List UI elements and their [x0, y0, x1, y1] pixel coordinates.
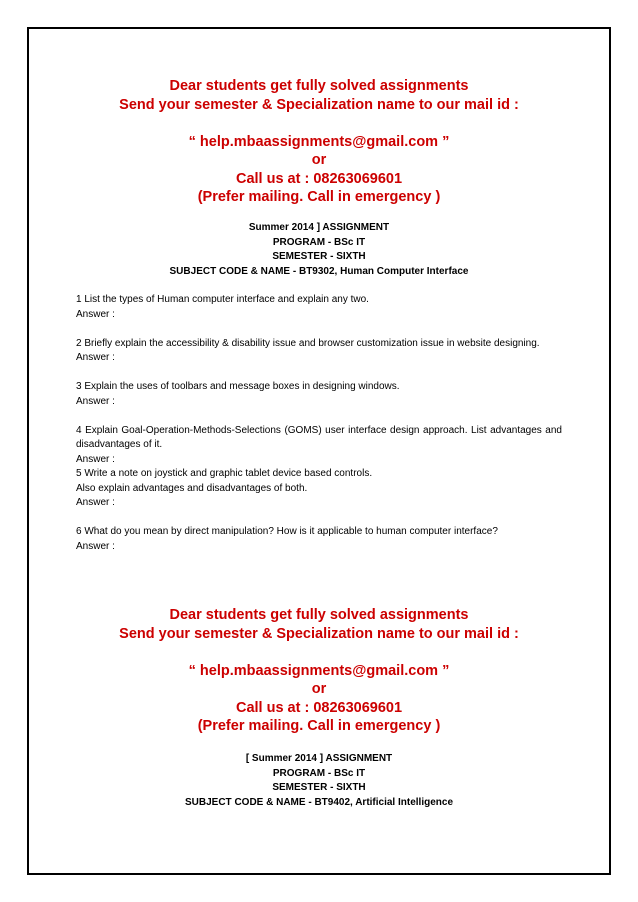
answer-label: Answer :: [76, 352, 115, 363]
subject-label: SUBJECT CODE & NAME - BT9402, Artificial Intelligence: [184, 796, 454, 808]
promo-prefer: (Prefer mailing. Call in emergency ): [197, 718, 441, 734]
assignment-title: [ Summer 2014 ] ASSIGNMENT: [245, 753, 393, 764]
question-list: [76, 293, 562, 554]
answer-label: Answer :: [76, 540, 115, 552]
promo-block-top: [76, 77, 562, 207]
promo-email[interactable]: “ help.mbaassignments@gmail.com ”: [188, 133, 450, 150]
question-6: 6 What do you mean by direct manipulation? How is it applicable to human computer interface?: [76, 526, 498, 537]
semester-label: SEMESTER - SIXTH: [272, 782, 366, 793]
promo-email[interactable]: “ help.mbaassignments@gmail.com ”: [188, 662, 450, 679]
promo-line-2: Send your semester & Specialization name to our mail id :: [119, 625, 519, 642]
question-3: 3 Explain the uses of toolbars and message boxes in designing windows.: [76, 381, 400, 392]
program-label: PROGRAM - BSc IT: [272, 767, 366, 779]
answer-label: Answer :: [76, 497, 115, 508]
promo-or: or: [311, 152, 327, 168]
question-1: 1 List the types of Human computer interface and explain any two.: [76, 294, 369, 305]
promo-line-2: Send your semester & Specialization name to our mail id :: [119, 96, 519, 113]
assignment-header-2: [76, 752, 562, 810]
semester-label: SEMESTER - SIXTH: [272, 251, 366, 262]
promo-or: or: [311, 681, 327, 697]
promo-phone[interactable]: Call us at : 08263069601: [235, 699, 403, 716]
assignment-title: Summer 2014 ] ASSIGNMENT: [248, 222, 390, 233]
question-4: 4 Explain Goal-Operation-Methods-Selections (GOMS) user interface design approach. List advantages and disadvantages of it.: [76, 424, 562, 450]
question-2: 2 Briefly explain the accessibility & disability issue and browser customization issue in website designing.: [76, 337, 540, 349]
promo-block-bottom: [76, 606, 562, 736]
answer-label: Answer :: [76, 453, 115, 465]
program-label: PROGRAM - BSc IT: [272, 236, 366, 248]
promo-phone[interactable]: Call us at : 08263069601: [235, 170, 403, 187]
question-5-continued: Also explain advantages and disadvantages of both.: [76, 482, 308, 494]
assignment-header-1: [76, 221, 562, 279]
answer-label: Answer :: [76, 395, 115, 407]
promo-line-1: Dear students get fully solved assignments: [169, 78, 469, 94]
question-5: 5 Write a note on joystick and graphic tablet device based controls.: [76, 468, 373, 479]
promo-line-1: Dear students get fully solved assignments: [169, 607, 469, 623]
answer-label: Answer :: [76, 308, 115, 320]
subject-label: SUBJECT CODE & NAME - BT9302, Human Computer Interface: [169, 265, 469, 277]
promo-prefer: (Prefer mailing. Call in emergency ): [197, 189, 441, 205]
